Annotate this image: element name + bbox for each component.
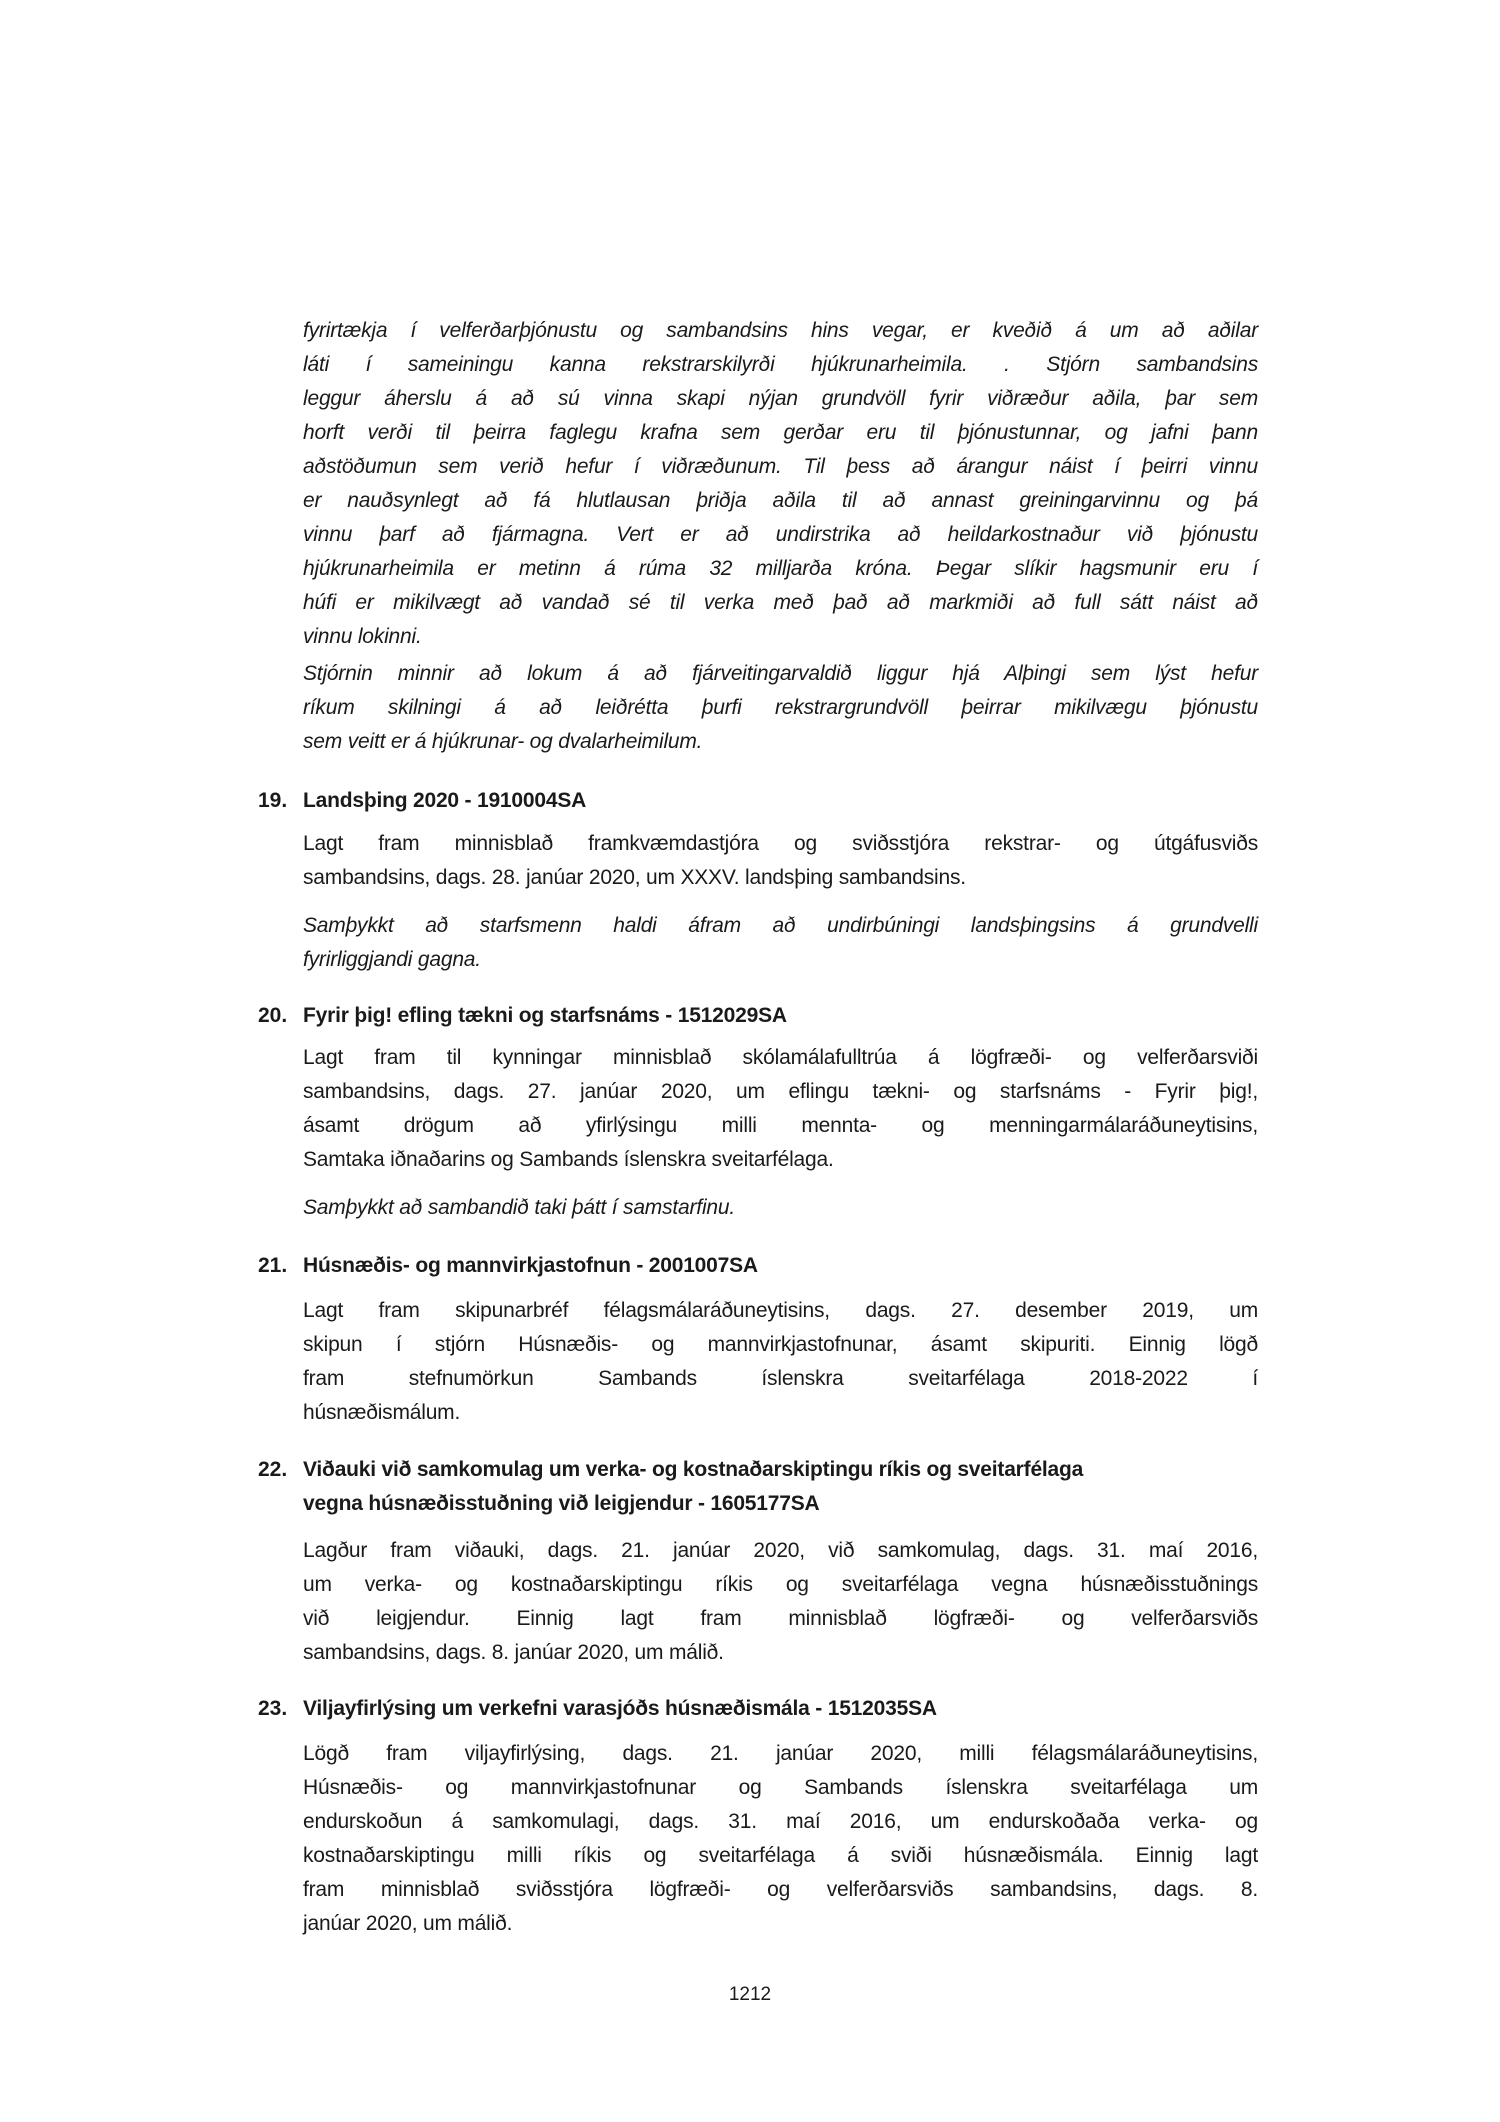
text-line: Lögð fram viljayfirlýsing, dags. 21. janúar 2020, milli félagsmálaráðuneytisins, bbox=[303, 1742, 1258, 1765]
text-line: Samþykkt að starfsmenn haldi áfram að undirbúningi landsþingsins á grundvelli bbox=[303, 914, 1258, 937]
text-line: er nauðsynlegt að fá hlutlausan þriðja aðila til að annast greiningarvinnu og þá bbox=[303, 489, 1258, 512]
text-line: Samþykkt að sambandið taki þátt í samstarfinu. bbox=[303, 1196, 736, 1219]
text-line: Lagt fram til kynningar minnisblað skólamálafulltrúa á lögfræði- og velferðarsviði bbox=[303, 1046, 1258, 1069]
text-line: vinnu lokinni. bbox=[303, 625, 422, 648]
text-line: leggur áherslu á að sú vinna skapi nýjan grundvöll fyrir viðræður aðila, þar sem bbox=[303, 387, 1258, 410]
agenda-item-number: 22. bbox=[258, 1458, 288, 1481]
agenda-item-body bbox=[303, 827, 1258, 895]
text-line: hjúkrunarheimila er metinn á rúma 32 milljarða króna. Þegar slíkir hagsmunir eru í bbox=[303, 557, 1258, 580]
text-line: ásamt drögum að yfirlýsingu milli mennta- og menningarmálaráðuneytisins, bbox=[303, 1114, 1258, 1137]
text-line: ríkum skilningi á að leiðrétta þurfi rekstrargrundvöll þeirrar mikilvægu þjónustu bbox=[303, 696, 1258, 719]
text-line: vegna húsnæðisstuðning við leigjendur - 1605177SA bbox=[303, 1492, 820, 1515]
agenda-item-number: 21. bbox=[258, 1254, 288, 1277]
text-line: sem veitt er á hjúkrunar- og dvalarheimilum. bbox=[303, 730, 703, 753]
agenda-item-number: 20. bbox=[258, 1004, 288, 1027]
agenda-item-heading bbox=[258, 1453, 1258, 1521]
text-line: Húsnæðis- og mannvirkjastofnunar og Sambands íslenskra sveitarfélaga um bbox=[303, 1776, 1258, 1799]
text-line: sambandsins, dags. 8. janúar 2020, um málið. bbox=[303, 1641, 724, 1664]
agenda-item-heading bbox=[258, 1249, 1258, 1283]
agenda-item-number: 23. bbox=[258, 1697, 288, 1720]
text-line: skipun í stjórn Húsnæðis- og mannvirkjastofnunar, ásamt skipuriti. Einnig lögð bbox=[303, 1333, 1258, 1356]
text-line: fram minnisblað sviðsstjóra lögfræði- og velferðarsviðs sambandsins, dags. 8. bbox=[303, 1878, 1258, 1901]
text-line: vinnu þarf að fjármagna. Vert er að undirstrika að heildarkostnaður við þjónustu bbox=[303, 523, 1258, 546]
agenda-item-decision bbox=[303, 909, 1258, 977]
text-line: húsnæðismálum. bbox=[303, 1401, 461, 1424]
text-line: húfi er mikilvægt að vandað sé til verka með það að markmiði að full sátt náist að bbox=[303, 591, 1258, 614]
text-line: sambandsins, dags. 27. janúar 2020, um eflingu tækni- og starfsnáms - Fyrir þig!, bbox=[303, 1080, 1258, 1103]
text-line: um verka- og kostnaðarskiptingu ríkis og sveitarfélaga vegna húsnæðisstuðnings bbox=[303, 1573, 1258, 1596]
agenda-item-heading bbox=[258, 784, 1258, 818]
text-line: Viljayfirlýsing um verkefni varasjóðs húsnæðismála - 1512035SA bbox=[303, 1697, 937, 1720]
agenda-item-body bbox=[303, 1737, 1258, 1941]
text-line: endurskoðun á samkomulagi, dags. 31. maí 2016, um endurskoðaða verka- og bbox=[303, 1810, 1258, 1833]
text-line: fyrirtækja í velferðarþjónustu og sambandsins hins vegar, er kveðið á um að aðilar bbox=[303, 319, 1258, 342]
text-line: Stjórnin minnir að lokum á að fjárveitingarvaldið liggur hjá Alþingi sem lýst hefur bbox=[303, 662, 1258, 685]
text-line: láti í sameiningu kanna rekstrarskilyrði hjúkrunarheimila. . Stjórn sambandsins bbox=[303, 353, 1258, 376]
agenda-item-number: 19. bbox=[258, 789, 288, 812]
text-line: fram stefnumörkun Sambands íslenskra sveitarfélaga 2018-2022 í bbox=[303, 1367, 1258, 1390]
agenda-item-body bbox=[303, 1294, 1258, 1430]
text-line: Húsnæðis- og mannvirkjastofnun - 2001007SA bbox=[303, 1254, 758, 1277]
text-line: Fyrir þig! efling tækni og starfsnáms - 1512029SA bbox=[303, 1004, 787, 1027]
text-line: fyrirliggjandi gagna. bbox=[303, 948, 481, 971]
intro-paragraph bbox=[303, 314, 1258, 654]
text-line: janúar 2020, um málið. bbox=[303, 1912, 513, 1935]
agenda-item-body bbox=[303, 1041, 1258, 1177]
text-line: horft verði til þeirra faglegu krafna sem gerðar eru til þjónustunnar, og jafni þann bbox=[303, 421, 1258, 444]
agenda-item-body bbox=[303, 1534, 1258, 1670]
text-line: kostnaðarskiptingu milli ríkis og sveitarfélaga á sviði húsnæðismála. Einnig lagt bbox=[303, 1844, 1258, 1867]
agenda-item-heading bbox=[258, 1692, 1258, 1726]
text-line: við leigjendur. Einnig lagt fram minnisblað lögfræði- og velferðarsviðs bbox=[303, 1607, 1258, 1630]
agenda-item-decision bbox=[303, 1191, 1258, 1225]
text-line: Lagt fram skipunarbréf félagsmálaráðuneytisins, dags. 27. desember 2019, um bbox=[303, 1299, 1258, 1322]
intro-paragraph bbox=[303, 657, 1258, 759]
text-line: Lagt fram minnisblað framkvæmdastjóra og sviðsstjóra rekstrar- og útgáfusviðs bbox=[303, 832, 1258, 855]
text-line: Lagður fram viðauki, dags. 21. janúar 2020, við samkomulag, dags. 31. maí 2016, bbox=[303, 1539, 1258, 1562]
text-line: aðstöðumun sem verið hefur í viðræðunum. Til þess að árangur náist í þeirri vinnu bbox=[303, 455, 1258, 478]
text-line: Landsþing 2020 - 1910004SA bbox=[303, 789, 587, 812]
page-number: 1212 bbox=[728, 1984, 772, 2005]
text-line: sambandsins, dags. 28. janúar 2020, um XXXV. landsþing sambandsins. bbox=[303, 866, 966, 889]
text-line: Viðauki við samkomulag um verka- og kostnaðarskiptingu ríkis og sveitarfélaga bbox=[303, 1458, 1084, 1481]
text-line: Samtaka iðnaðarins og Sambands íslenskra sveitarfélaga. bbox=[303, 1148, 834, 1171]
agenda-item-heading bbox=[258, 999, 1258, 1033]
